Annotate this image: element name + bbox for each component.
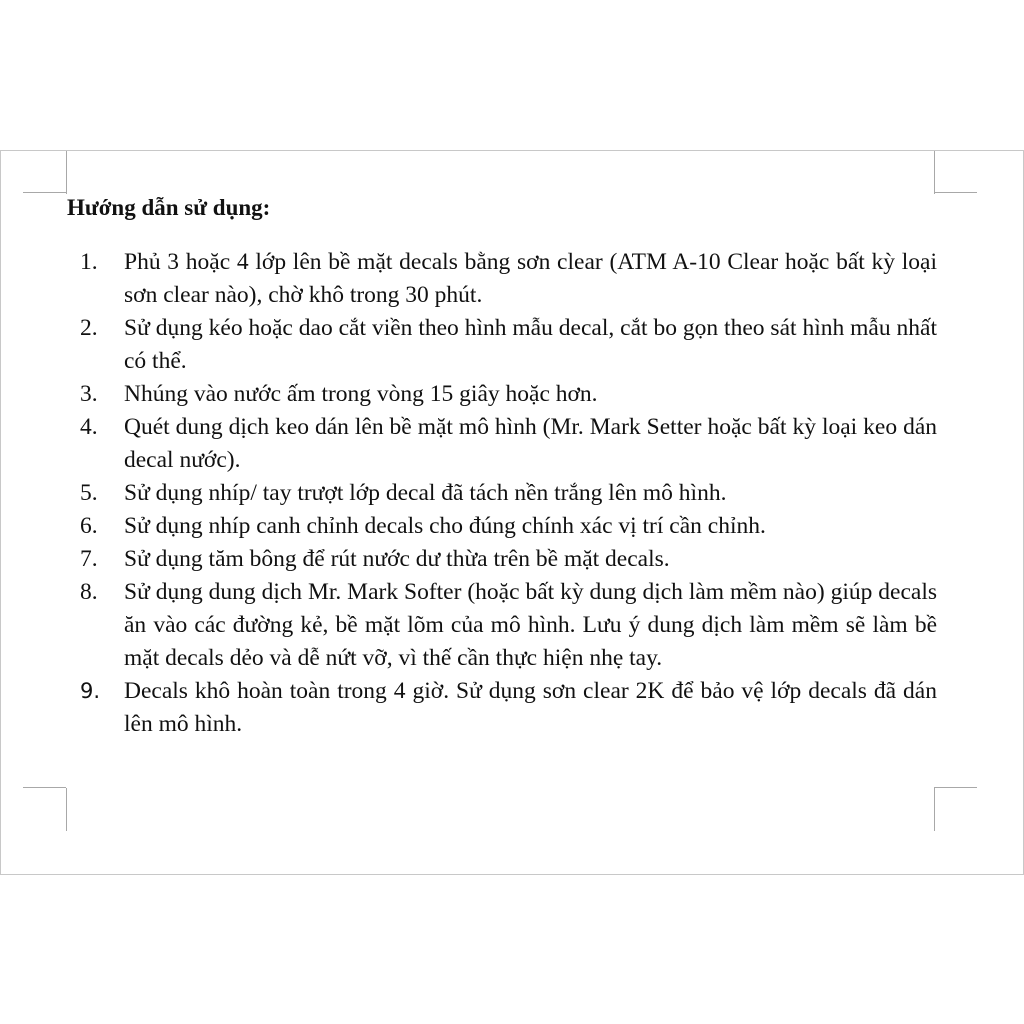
list-item [67, 675, 937, 741]
list-item-number: 5. [80, 480, 98, 506]
list-item-number: 9. [80, 679, 101, 703]
list-item-number: 3. [80, 381, 98, 407]
list-item-text: Sử dụng kéo hoặc dao cắt viền theo hình mẫu decal, cắt bo gọn theo sát hình mẫu nhất có thể. [124, 315, 937, 374]
list-item [67, 477, 937, 510]
crop-mark-top-left-horizontal [23, 192, 66, 193]
list-item [67, 510, 937, 543]
crop-mark-top-right-vertical [934, 151, 935, 194]
document-heading: Hướng dẫn sử dụng: [67, 195, 271, 220]
list-item-text: Nhúng vào nước ấm trong vòng 15 giây hoặc hơn. [124, 381, 598, 407]
list-item-number: 7. [80, 546, 98, 572]
list-item [67, 411, 937, 477]
list-item-text: Sử dụng nhíp canh chỉnh decals cho đúng chính xác vị trí cần chỉnh. [124, 513, 766, 539]
list-item-number: 8. [80, 579, 98, 605]
list-item-text: Decals khô hoàn toàn trong 4 giờ. Sử dụng sơn clear 2K để bảo vệ lớp decals đã dán lên mô hình. [124, 678, 937, 737]
crop-mark-bottom-left-horizontal [23, 787, 66, 788]
list-item-number: 6. [80, 513, 98, 539]
list-item-text: Sử dụng tăm bông để rút nước dư thừa trên bề mặt decals. [124, 546, 670, 572]
list-item [67, 246, 937, 312]
list-item-text: Sử dụng dung dịch Mr. Mark Softer (hoặc bất kỳ dung dịch làm mềm nào) giúp decals ăn vào các đường kẻ, bề mặt lõm của mô hình. Lưu ý dung dịch làm mềm sẽ làm bề mặt decals dẻo và dễ nứt vỡ, vì thế cần thực hiện nhẹ tay. [124, 579, 937, 671]
crop-mark-top-right-horizontal [934, 192, 977, 193]
list-item-text: Quét dung dịch keo dán lên bề mặt mô hình (Mr. Mark Setter hoặc bất kỳ loại keo dán decal nước). [124, 414, 937, 473]
crop-mark-bottom-right-horizontal [934, 787, 977, 788]
list-item [67, 576, 937, 675]
crop-mark-bottom-right-vertical [934, 788, 935, 831]
list-item [67, 312, 937, 378]
list-item-text: Phủ 3 hoặc 4 lớp lên bề mặt decals bằng sơn clear (ATM A-10 Clear hoặc bất kỳ loại sơn clear nào), chờ khô trong 30 phút. [124, 249, 937, 308]
list-item-number: 4. [80, 414, 98, 440]
crop-mark-bottom-left-vertical [66, 788, 67, 831]
instruction-list [67, 246, 937, 741]
list-item-number: 2. [80, 315, 98, 341]
list-item [67, 378, 937, 411]
document-page [0, 150, 1024, 875]
list-item-text: Sử dụng nhíp/ tay trượt lớp decal đã tách nền trắng lên mô hình. [124, 480, 727, 506]
list-item [67, 543, 937, 576]
crop-mark-top-left-vertical [66, 151, 67, 194]
list-item-number: 1. [80, 249, 98, 275]
